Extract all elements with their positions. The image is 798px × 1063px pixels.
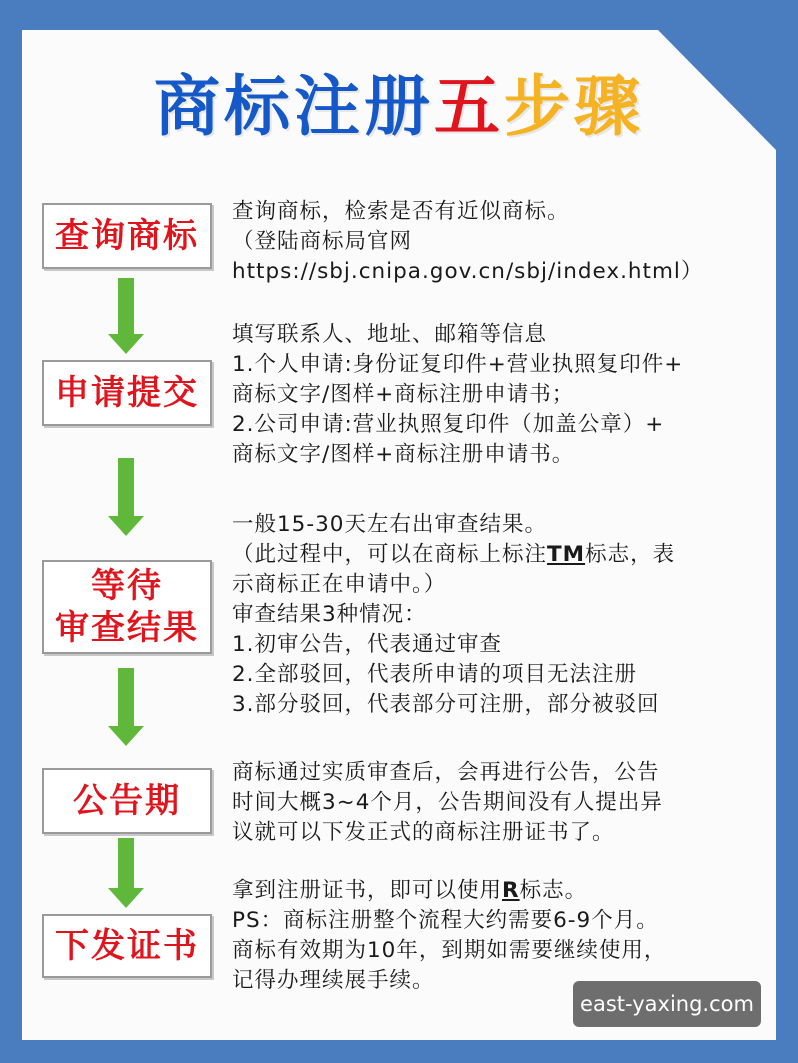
desc-text: 标志。 [519, 878, 588, 903]
desc-line: 商标通过实质审查后，会再进行公告，公告 [232, 760, 660, 785]
poster-title [0, 62, 798, 152]
desc-line: 查询商标，检索是否有近似商标。 [232, 199, 570, 224]
desc-line: 一般15-30天左右出审查结果。 [232, 512, 547, 537]
title-part-yellow: 步骤 [504, 68, 644, 145]
step-box-query [42, 203, 212, 269]
desc-text: 标志，表 [585, 542, 676, 567]
step-label: 下发证书 [55, 926, 199, 966]
desc-line: 记得办理续展手续。 [232, 968, 435, 993]
step-label: 公告期 [73, 781, 181, 821]
desc-line: 1.个人申请:身份证复印件+营业执照复印件+ [232, 352, 684, 377]
desc-line: 商标有效期为10年，到期如需要继续使用， [232, 938, 667, 963]
step-box-announcement [42, 768, 212, 834]
title-part-red: 五 [434, 68, 504, 145]
watermark-text: east-yaxing.com [580, 992, 754, 1016]
desc-line: 时间大概3~4个月，公告期间没有人提出异 [232, 790, 663, 815]
desc-line: 议就可以下发正式的商标注册证书了。 [232, 820, 615, 845]
step-label: 申请提交 [55, 373, 199, 413]
arrow-down-icon [108, 458, 144, 536]
step-desc-announcement [232, 758, 762, 848]
desc-line: 商标文字/图样+商标注册申请书； [232, 382, 575, 407]
arrow-down-icon [108, 668, 144, 746]
step-label: 查询商标 [55, 216, 199, 256]
desc-line: https://sbj.cnipa.gov.cn/sbj/index.html） [232, 259, 704, 284]
step-box-certificate [42, 914, 212, 978]
desc-line: 示商标正在申请中。） [232, 572, 447, 597]
step-desc-certificate [232, 876, 762, 996]
desc-line: 2.全部驳回，代表所申请的项目无法注册 [232, 662, 638, 687]
desc-line-tm [232, 540, 762, 570]
tm-mark: TM [547, 542, 586, 567]
desc-line: 审查结果3种情况： [232, 602, 427, 627]
desc-line: 商标文字/图样+商标注册申请书。 [232, 442, 575, 467]
step-desc-review [232, 510, 762, 720]
desc-line: （登陆商标局官网 [232, 229, 413, 254]
desc-line: 1.初审公告，代表通过审查 [232, 632, 503, 657]
arrow-down-icon [108, 278, 144, 354]
step-box-submit [42, 360, 212, 426]
desc-line: 3.部分驳回，代表部分可注册，部分被驳回 [232, 692, 660, 717]
r-mark: R [502, 878, 520, 903]
step-box-review [42, 560, 212, 654]
watermark-badge [573, 981, 761, 1027]
desc-line: PS：商标注册整个流程大约需要6-9个月。 [232, 908, 659, 933]
arrow-down-icon [108, 838, 144, 908]
desc-text: 拿到注册证书，即可以使用 [232, 878, 503, 903]
step-label: 等待 审查结果 [55, 566, 199, 648]
desc-line: 2.公司申请:营业执照复印件（加盖公章）+ [232, 412, 665, 437]
title-part-blue: 商标注册 [154, 68, 434, 145]
desc-line: 填写联系人、地址、邮箱等信息 [232, 322, 548, 347]
desc-text: （此过程中，可以在商标上标注 [232, 542, 548, 567]
step-desc-submit [232, 320, 762, 470]
desc-line-r [232, 876, 762, 906]
step-desc-query [232, 197, 762, 287]
